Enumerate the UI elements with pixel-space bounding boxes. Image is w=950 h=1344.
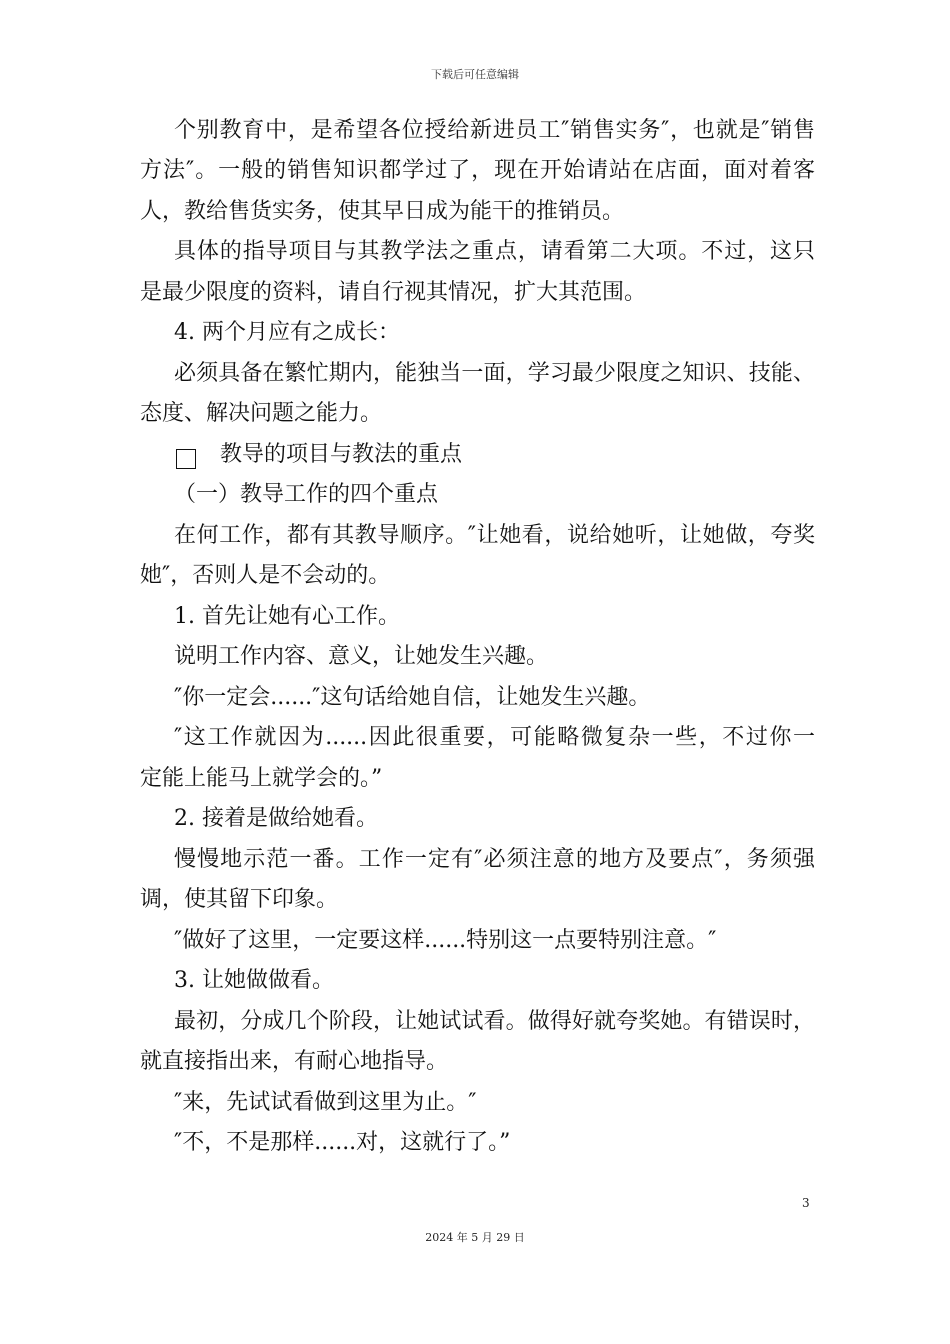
paragraph-line: 就直接指出来，有耐心地指导。 bbox=[140, 1049, 449, 1074]
paragraph-line: 方法″。一般的销售知识都学过了，现在开始请站在店面，面对着客 bbox=[140, 158, 815, 183]
section-heading: （一）教导工作的四个重点 bbox=[174, 482, 439, 507]
paragraph-line: 定能上能马上就学会的。” bbox=[140, 766, 383, 791]
checkbox-icon bbox=[176, 449, 196, 469]
paragraph-line: 个别教育中，是希望各位授给新进员工″销售实务″，也就是″销售 bbox=[174, 118, 815, 143]
paragraph-line: 是最少限度的资料，请自行视其情况，扩大其范围。 bbox=[140, 280, 647, 305]
page-number: 3 bbox=[802, 1196, 810, 1210]
paragraph-line: 说明工作内容、意义，让她发生兴趣。 bbox=[174, 644, 549, 669]
paragraph-line: ″你一定会......″这句话给她自信，让她发生兴趣。 bbox=[174, 685, 651, 710]
section-heading: 2. 接着是做给她看。 bbox=[174, 806, 378, 831]
paragraph-line: 态度、解决问题之能力。 bbox=[140, 401, 383, 426]
section-heading: 3. 让她做做看。 bbox=[174, 968, 334, 993]
section-heading: 4. 两个月应有之成长： bbox=[174, 320, 400, 345]
paragraph-line: ″不，不是那样......对，这就行了。” bbox=[174, 1130, 511, 1155]
paragraph-line: ″这工作就因为......因此很重要，可能略微复杂一些，不过你一 bbox=[174, 725, 815, 750]
paragraph-line: 慢慢地示范一番。工作一定有″必须注意的地方及要点″，务须强 bbox=[174, 847, 815, 872]
paragraph-line: 人，教给售货实务，使其早日成为能干的推销员。 bbox=[140, 199, 625, 224]
paragraph-line: 调，使其留下印象。 bbox=[140, 887, 339, 912]
footer-date: 2024 年 5 月 29 日 bbox=[425, 1231, 525, 1244]
paragraph-line: 必须具备在繁忙期内，能独当一面，学习最少限度之知识、技能、 bbox=[174, 361, 815, 386]
paragraph-line: ″来，先试试看做到这里为止。″ bbox=[174, 1090, 477, 1115]
paragraph-line: 具体的指导项目与其教学法之重点，请看第二大项。不过，这只 bbox=[174, 239, 815, 264]
paragraph-line: 在何工作，都有其教导顺序。″让她看，说给她听，让她做，夸奖 bbox=[174, 523, 815, 548]
paragraph-line: 最初，分成几个阶段，让她试试看。做得好就夸奖她。有错误时， bbox=[174, 1009, 815, 1034]
paragraph-line: ″做好了这里，一定要这样......特别这一点要特别注意。″ bbox=[174, 928, 717, 953]
section-heading: 1. 首先让她有心工作。 bbox=[174, 604, 400, 629]
page-header: 下载后可任意编辑 bbox=[431, 68, 519, 81]
paragraph-line: 她″，否则人是不会动的。 bbox=[140, 563, 391, 588]
section-heading: 教导的项目与教法的重点 bbox=[220, 442, 463, 467]
